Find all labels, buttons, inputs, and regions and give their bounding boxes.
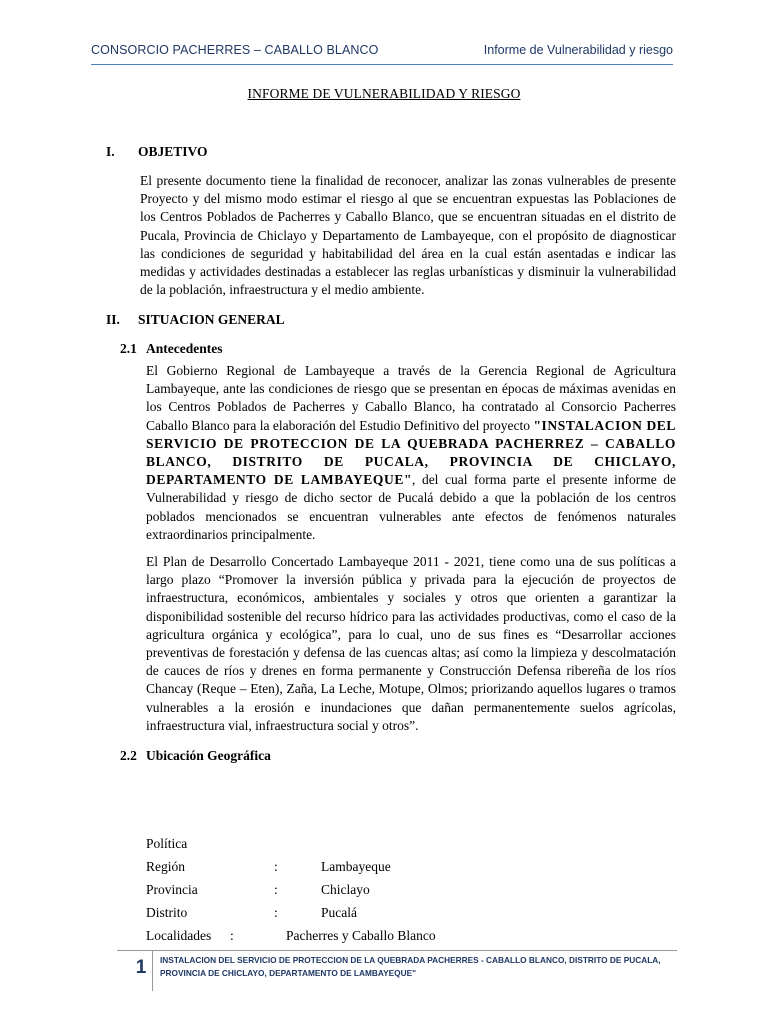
header-company: CONSORCIO PACHERRES – CABALLO BLANCO bbox=[91, 43, 379, 57]
section-objetivo-heading bbox=[106, 144, 208, 160]
antecedentes-paragraph-1 bbox=[146, 362, 676, 544]
row-value: Pacherres y Caballo Blanco bbox=[286, 928, 436, 943]
section-title: SITUACION GENERAL bbox=[138, 312, 285, 327]
row-label: Distrito bbox=[146, 905, 188, 920]
section-number: II. bbox=[106, 312, 120, 327]
antecedentes-text-end: , del cual forma parte el presente informe de Vulnerabilidad y riesgo de dicho sector de Pucalá debido a que la población de los centros poblados mencionados se encuentran vulnerables ante efectos de fenómenos naturales extraordinarios principalmente. bbox=[146, 472, 676, 542]
row-separator: : bbox=[274, 882, 278, 897]
subsection-antecedentes-heading bbox=[120, 341, 222, 357]
row-value: Chiclayo bbox=[321, 882, 370, 897]
politica-label: Política bbox=[146, 836, 188, 851]
antecedentes-paragraph-2: El Plan de Desarrollo Concertado Lambayeque 2011 - 2021, tiene como una de sus políticas a largo plazo “Promover la inversión pública y privada para la ejecución de proyectos de infraestructura, económicos, ambientales y sociales y otros que orienten a garantizar la disponibilidad sostenible del recurso hídrico para las actividades productivas, como el caso de la agricultura orgánica y ecológica”, para lo cual, uno de sus fines es “Desarrollar acciones preventivas de forestación y defensa de las cuencas altas; así como la limpieza y descolmatación de cauces de ríos y drenes en forma permanente y Construcción Defensa ribereña de los ríos Chancay (Reque – Eten), Zaña, La Leche, Motupe, Olmos; priorizando aquellos lugares o tramos vulnerables a la erosión e inundaciones que dañan permanentemente suelos agrícolas, infraestructura vial, infraestructura social y otros”. bbox=[146, 554, 676, 733]
subsection-number: 2.2 bbox=[120, 748, 137, 763]
footer-divider bbox=[152, 951, 153, 991]
subsection-ubicacion-heading bbox=[120, 748, 271, 764]
objetivo-paragraph: El presente documento tiene la finalidad de reconocer, analizar las zonas vulnerables de presente Proyecto y del mismo modo estimar el riesgo al que se encuentran expuestas las Poblaciones de los Centros Poblados de Pacherres y Caballo Blanco, que se encuentran situadas en el distrito de Pucala, Provincia de Chiclayo y Departamento de Lambayeque, con el propósito de diagnosticar las condiciones de seguridad y habitabilidad del área en la cual están asentadas e indicar las medidas y actividades destinadas a establecer las reglas urbanísticas y disminuir la vulnerabilidad de la población, infraestructura y el medio ambiente. bbox=[140, 173, 676, 298]
section-number: I. bbox=[106, 144, 115, 159]
row-label: Provincia bbox=[146, 882, 198, 897]
antecedentes-text-start: El Gobierno Regional de Lambayeque a través de la Gerencia Regional de Agricultura Lambayeque, ante las condiciones de riesgo que se presentan en épocas de máximas avenidas en los Centros Poblados de Pacherres y Caballo Blanco, ha contratado al Consorcio Pacherres Caballo Blanco para la elaboración del Estudio Definitivo del proyecto bbox=[146, 363, 676, 433]
document-title: INFORME DE VULNERABILIDAD Y RIESGO bbox=[247, 86, 521, 101]
section-situacion-heading bbox=[106, 312, 285, 328]
row-label: Localidades bbox=[146, 928, 212, 943]
row-value: Lambayeque bbox=[321, 859, 391, 874]
header-report-name: Informe de Vulnerabilidad y riesgo bbox=[483, 43, 673, 57]
row-separator: : bbox=[274, 859, 278, 874]
page-number: 1 bbox=[135, 957, 147, 978]
subsection-title: Ubicación Geográfica bbox=[146, 748, 271, 763]
footer-project-title: INSTALACION DEL SERVICIO DE PROTECCION DE LA QUEBRADA PACHERRES - CABALLO BLANCO, DISTRITO DE PUCALA, PROVINCIA DE CHICLAYO, DEPARTAMENTO DE LAMBAYEQUE" bbox=[160, 955, 661, 978]
section-title: OBJETIVO bbox=[138, 144, 208, 159]
project-name: "INSTALACION DEL SERVICIO DE PROTECCION DE LA QUEBRADA PACHERREZ – CABALLO BLANCO, DISTRITO DE PUCALA, PROVINCIA DE CHICLAYO, DEPARTAMENTO DE LAMBAYEQUE" bbox=[146, 417, 677, 488]
page-header bbox=[91, 42, 673, 65]
row-separator: : bbox=[274, 905, 278, 920]
row-label: Región bbox=[146, 859, 185, 874]
row-value: Pucalá bbox=[321, 905, 357, 920]
subsection-number: 2.1 bbox=[120, 341, 137, 356]
subsection-title: Antecedentes bbox=[146, 341, 223, 356]
row-separator: : bbox=[230, 928, 234, 943]
page-footer bbox=[117, 950, 677, 995]
